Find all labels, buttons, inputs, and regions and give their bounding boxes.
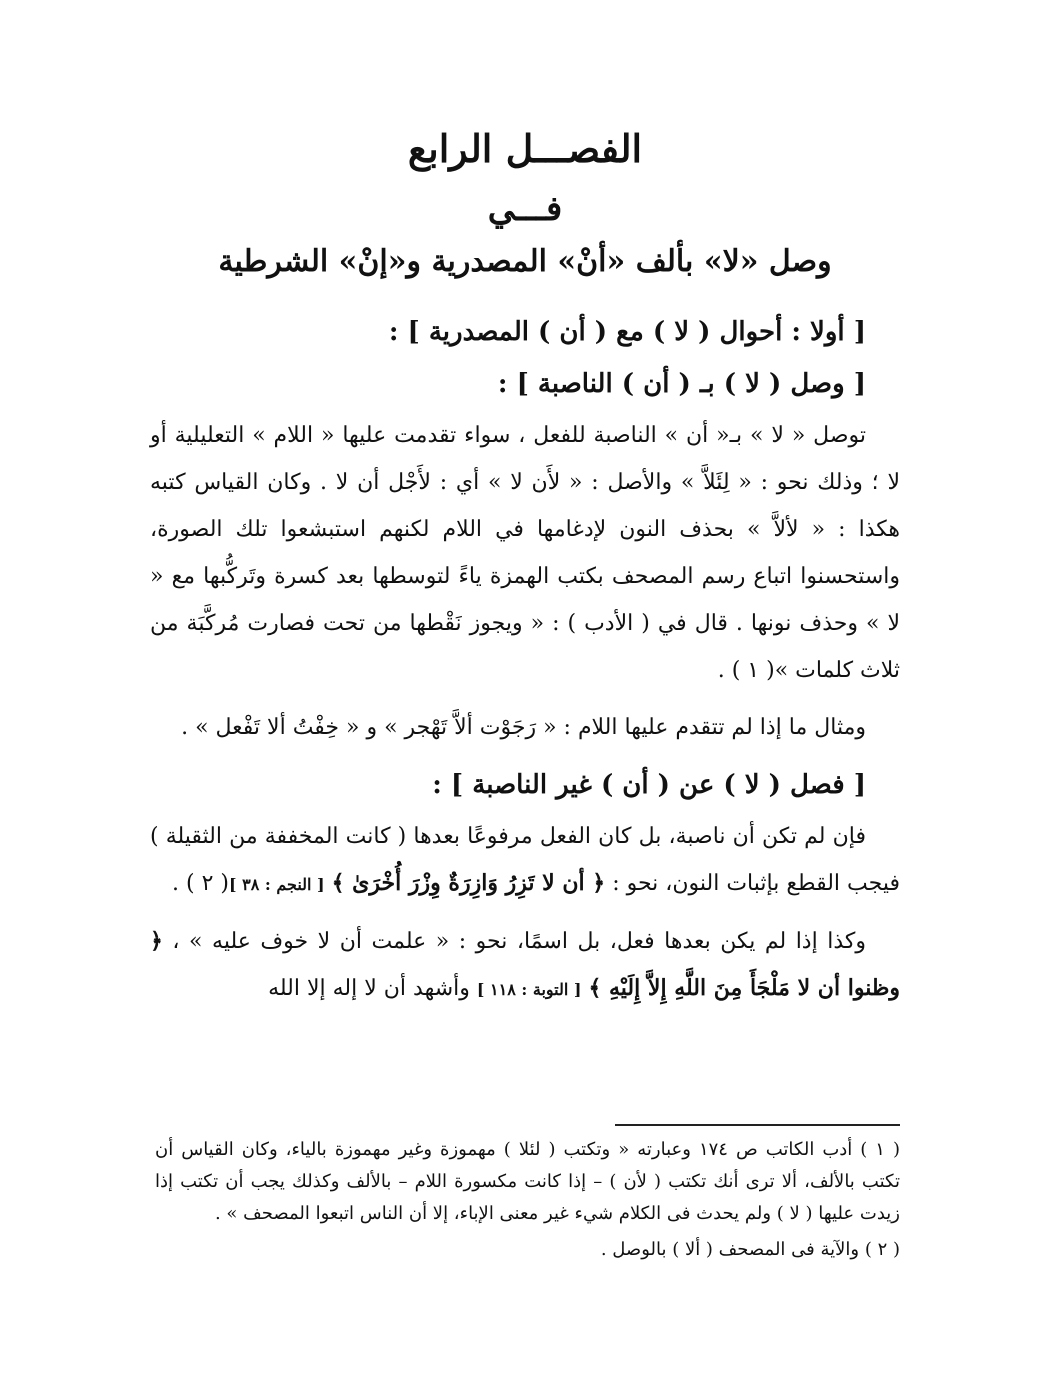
verse-reference-2: [ التوبة : ١١٨ ] [476, 980, 582, 999]
footnote-1: ( ١ ) أدب الكاتب ص ١٧٤ وعبارته « وتكتب ( لئلا ) مهموزة وغير مهموزة بالياء، وكان القياس أن تكتب بالألف، ألا ترى أنك تكتب ( لأن ) – إذا كانت مكسورة اللام – بالألف وكذلك يجب أن تكتب إذا زيدت عليها ( لا ) ولم يحدث فى الكلام شيء غير معنى الإباء، إلا أن الناس اتبعوا المصحف » . [155, 1139, 900, 1224]
footnote-2: ( ٢ ) والآية فى المصحف ( ألا ) بالوصل . [600, 1239, 900, 1260]
paragraph-3-text: فإن لم تكن أن ناصبة، بل كان الفعل مرفوعًا بعدها ( كانت المخففة من الثقيلة ) فيجب القطع بإثبات النون، نحو : [150, 824, 900, 896]
chapter-title: الفصـــل الرابع [407, 126, 643, 171]
paragraph-4-text: وكذا إذا لم يكن بعدها فعل، بل اسمًا، نحو : « علمت أن لا خوف عليه » ، [172, 929, 866, 954]
section-heading-1: [ أولا : أحوال ( لا ) مع ( أن ) المصدرية ] : [388, 317, 866, 347]
page-body [150, 120, 900, 1023]
footnote-divider [615, 1124, 900, 1126]
chapter-subtitle: وصل «لا» بألف «أنْ» المصدرية و«إنْ» الشرطية [218, 244, 832, 279]
footnotes [155, 1134, 900, 1270]
footnote-marker-2: ( ٢ ) . [172, 871, 229, 896]
paragraph-4-tail: وأشهد أن لا إله إلا الله [268, 976, 470, 1001]
section-heading-3: [ فصل ( لا ) عن ( أن ) غير الناصبة ] : [432, 770, 866, 800]
section-heading-2: [ وصل ( لا ) بـ ( أن ) الناصبة ] : [497, 369, 866, 399]
paragraph-2: ومثال ما إذا لم تتقدم عليها اللام : « رَجَوْت ألاَّ تَهْجر » و « خِفْتُ ألا تَفْعل » . [181, 715, 866, 740]
quran-verse-1: ﴿ أن لا تَزِرُ وَازِرَةٌ وِزْرَ أُخْرَىٰ ﴾ [331, 870, 606, 896]
paragraph-1: توصل « لا » بـ« أن » الناصبة للفعل ، سواء تقدمت عليها « اللام » التعليلية أو لا ؛ وذلك نحو : « لِئَلاَّ » والأصل : « لأَن لا » أي : لأَجْل أن لا . وكان القياس كتبه هكذا : « لألاَّ » بحذف النون لإدغامها في اللام لكنهم استبشعوا تلك الصورة، واستحسنوا اتباع رسم المصحف بكتب الهمزة ياءً لتوسطها بعد كسرة وتَركُّبها مع « لا » وحذف نونها . قال في ( الأدب ) : « ويجوز نَقْطها من تحت فصارت مُركَّبَة من ثلاث كلمات »( ١ ) . [150, 423, 900, 683]
paragraph-3 [150, 813, 900, 908]
paragraph-4 [150, 918, 900, 1013]
verse-reference-1: [ النجم : ٣٨ ] [228, 875, 325, 894]
quran-verse-2: ﴿ وظنوا أن لا مَلْجَأَ مِنَ اللَّهِ إِلاَّ إِلَيْهِ ﴾ [150, 928, 900, 1001]
chapter-fi: فـــي [487, 189, 563, 229]
